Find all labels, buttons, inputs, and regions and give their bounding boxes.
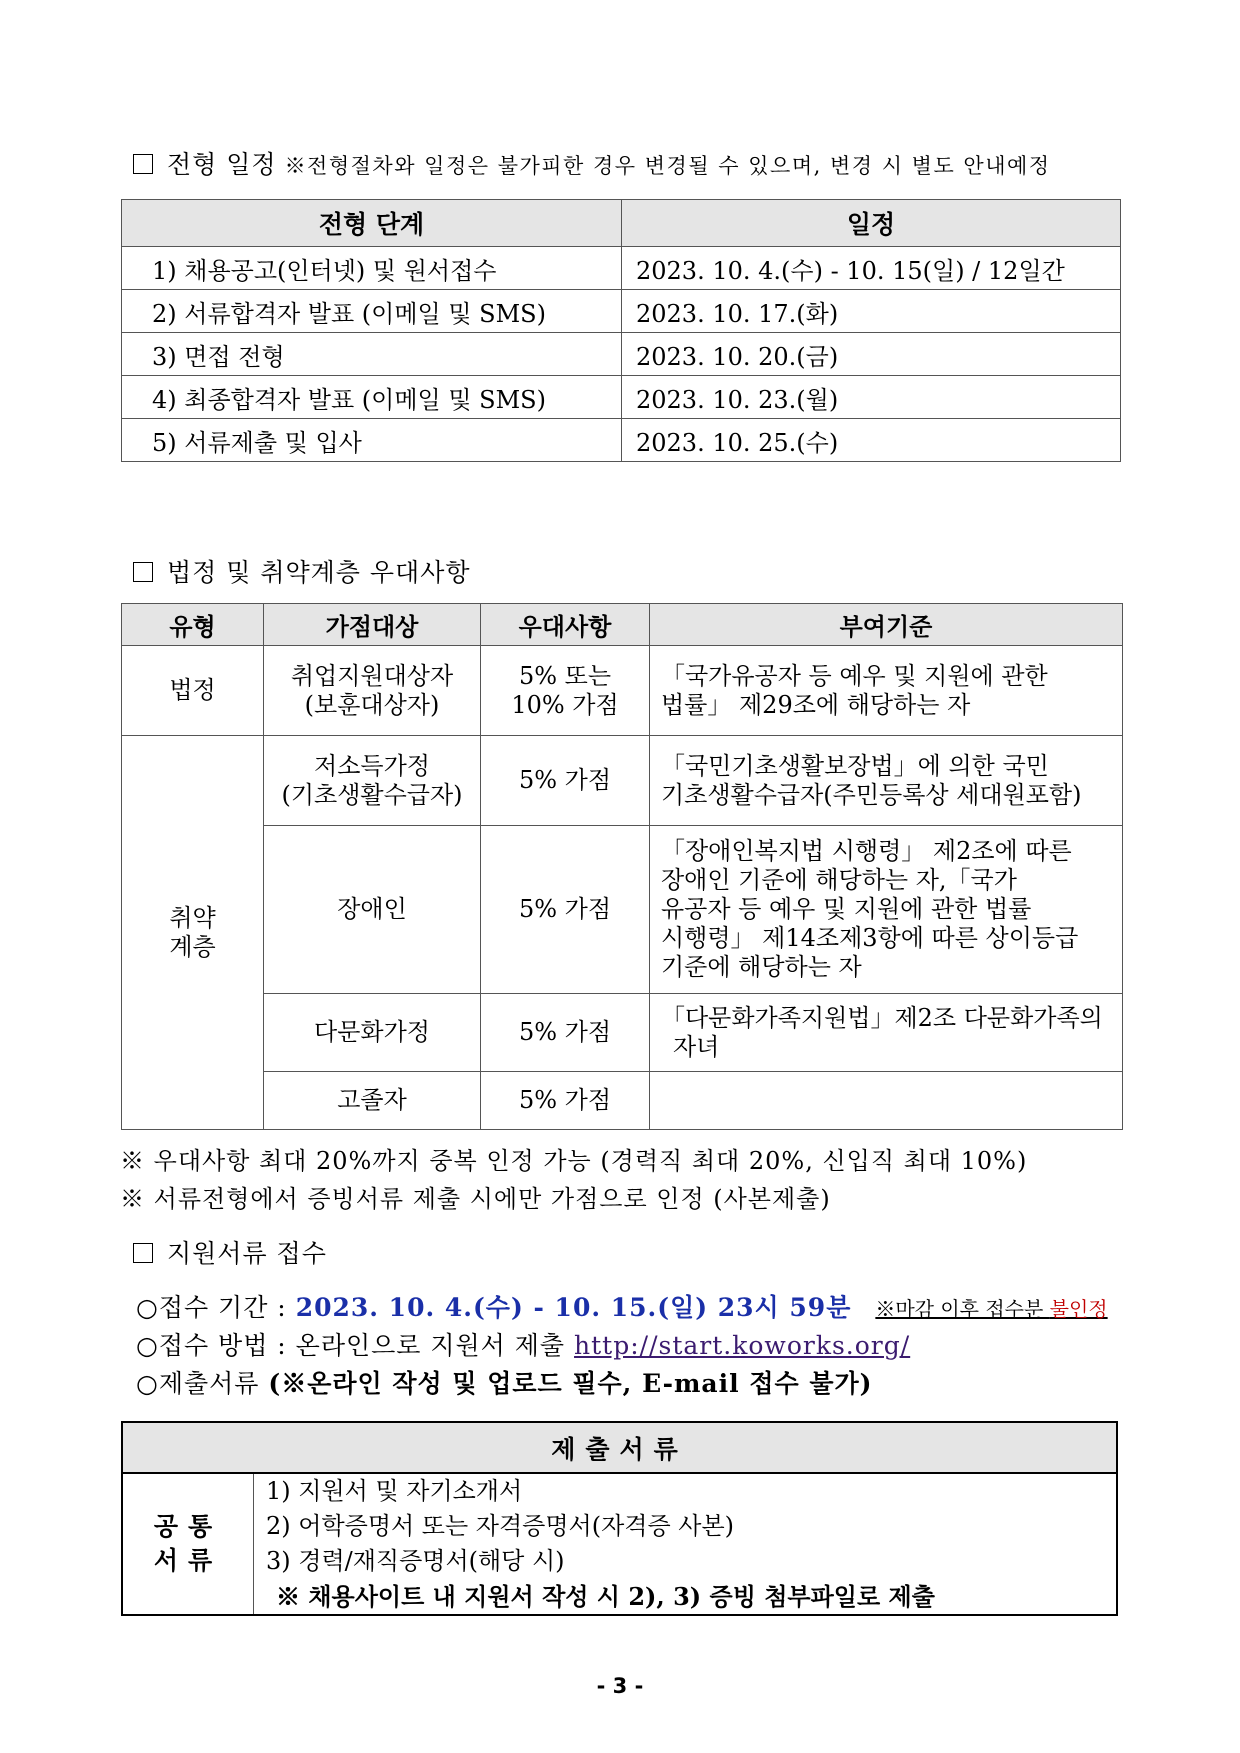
benefit-target-line: 저소득가정 bbox=[314, 751, 430, 780]
schedule-date: 2023. 10. 25.(수) bbox=[622, 419, 1121, 462]
benefit-criteria bbox=[650, 1072, 1123, 1130]
benefits-header-target: 가점대상 bbox=[264, 604, 481, 646]
benefit-value-line: 10% 가점 bbox=[511, 690, 619, 719]
schedule-step: 5) 서류제출 및 입사 bbox=[122, 419, 622, 462]
table-row bbox=[122, 646, 1123, 736]
period-label: ○접수 기간 : bbox=[136, 1293, 296, 1322]
criteria-line: 자녀 bbox=[673, 1032, 720, 1061]
schedule-step: 2) 서류합격자 발표 (이메일 및 SMS) bbox=[122, 290, 622, 333]
benefits-header-type: 유형 bbox=[122, 604, 264, 646]
method-label: ○접수 방법 : 온라인으로 지원서 제출 bbox=[136, 1331, 575, 1360]
criteria-line: 「다문화가족지원법」제2조 다문화가족의 bbox=[661, 1003, 1103, 1032]
benefit-type-line: 계층 bbox=[169, 932, 216, 961]
schedule-step: 4) 최종합격자 발표 (이메일 및 SMS) bbox=[122, 376, 622, 419]
application-heading-text: 지원서류 접수 bbox=[167, 1239, 327, 1268]
benefit-value-line: 5% 또는 bbox=[518, 661, 612, 690]
criteria-line: 「국민기초생활보장법」에 의한 국민 bbox=[661, 751, 1049, 780]
documents-header: 제출서류 bbox=[122, 1422, 1117, 1473]
documents-category bbox=[122, 1473, 254, 1615]
period-note bbox=[875, 1297, 1107, 1321]
benefit-criteria bbox=[650, 826, 1123, 994]
application-period-line bbox=[136, 1288, 1108, 1324]
schedule-date: 2023. 10. 17.(화) bbox=[622, 290, 1121, 333]
application-method-line bbox=[136, 1326, 910, 1362]
checkbox-square-icon bbox=[133, 562, 153, 582]
benefit-target bbox=[264, 736, 481, 826]
criteria-line: 기초생활수급자(주민등록상 세대원포함) bbox=[661, 780, 1082, 809]
benefit-value bbox=[481, 646, 650, 736]
schedule-heading-text: 전형 일정 bbox=[167, 150, 277, 179]
documents-category-line: 서류 bbox=[153, 1546, 223, 1575]
schedule-note: ※전형절차와 일정은 불가피한 경우 변경될 수 있으며, 변경 시 별도 안내예정 bbox=[284, 154, 1051, 178]
benefit-target: 다문화가정 bbox=[264, 994, 481, 1072]
schedule-date: 2023. 10. 23.(월) bbox=[622, 376, 1121, 419]
benefit-type-line: 취약 bbox=[169, 903, 216, 932]
benefits-header-criteria: 부여기준 bbox=[650, 604, 1123, 646]
benefit-target bbox=[264, 646, 481, 736]
documents-note: ※ 채용사이트 내 지원서 작성 시 2), 3) 증빙 첨부파일로 제출 bbox=[276, 1582, 935, 1611]
benefit-target-line: (기초생활수급자) bbox=[281, 780, 463, 809]
period-note-prefix: ※마감 이후 접수분 bbox=[875, 1297, 1050, 1321]
benefits-note: ※ 우대사항 최대 20%까지 중복 인정 가능 (경력직 최대 20%, 신입직 최대 10%) bbox=[120, 1147, 1028, 1175]
criteria-line: 기준에 해당하는 자 bbox=[661, 953, 862, 981]
documents-items bbox=[254, 1473, 1118, 1615]
benefit-criteria bbox=[650, 736, 1123, 826]
checkbox-square-icon bbox=[133, 1243, 153, 1263]
benefit-type-legal: 법정 bbox=[122, 646, 264, 736]
benefits-table bbox=[121, 603, 1123, 1130]
schedule-date: 2023. 10. 4.(수) - 10. 15(일) / 12일간 bbox=[622, 247, 1121, 290]
benefit-criteria bbox=[650, 994, 1123, 1072]
schedule-date: 2023. 10. 20.(금) bbox=[622, 333, 1121, 376]
criteria-line: 「국가유공자 등 예우 및 지원에 관한 bbox=[661, 661, 1048, 690]
list-item: 1) 지원서 및 자기소개서 bbox=[266, 1477, 523, 1505]
period-value: 2023. 10. 4.(수) - 10. 15.(일) 23시 59분 bbox=[295, 1293, 852, 1322]
table-row bbox=[122, 826, 1123, 994]
benefit-target-line: 취업지원대상자 bbox=[290, 661, 454, 690]
table-row bbox=[122, 1072, 1123, 1130]
benefits-section-heading bbox=[133, 553, 471, 589]
application-section-heading bbox=[133, 1234, 327, 1270]
schedule-table bbox=[121, 199, 1121, 462]
benefit-target: 고졸자 bbox=[264, 1072, 481, 1130]
criteria-line: 유공자 등 예우 및 지원에 관한 법률 bbox=[661, 895, 1032, 923]
checkbox-square-icon bbox=[133, 154, 153, 174]
application-url-link[interactable]: http://start.koworks.org/ bbox=[574, 1331, 911, 1360]
documents-table bbox=[121, 1421, 1118, 1616]
table-row bbox=[122, 419, 1121, 462]
benefit-target-line: (보훈대상자) bbox=[304, 690, 440, 719]
table-row bbox=[122, 1473, 1117, 1615]
docs-label: ○제출서류 bbox=[136, 1369, 269, 1398]
schedule-step: 3) 면접 전형 bbox=[122, 333, 622, 376]
benefit-target: 장애인 bbox=[264, 826, 481, 994]
benefit-value: 5% 가점 bbox=[481, 994, 650, 1072]
table-row bbox=[122, 376, 1121, 419]
table-row bbox=[122, 290, 1121, 333]
table-row bbox=[122, 247, 1121, 290]
benefit-value: 5% 가점 bbox=[481, 1072, 650, 1130]
benefit-value: 5% 가점 bbox=[481, 736, 650, 826]
application-docs-line bbox=[136, 1364, 872, 1400]
criteria-line: 「장애인복지법 시행령」 제2조에 따른 bbox=[661, 837, 1072, 865]
schedule-header-date: 일정 bbox=[622, 200, 1121, 247]
table-row bbox=[122, 736, 1123, 826]
benefit-criteria bbox=[650, 646, 1123, 736]
list-item: 2) 어학증명서 또는 자격증명서(자격증 사본) bbox=[266, 1512, 735, 1540]
table-row bbox=[122, 994, 1123, 1072]
criteria-line: 법률」 제29조에 해당하는 자 bbox=[661, 690, 971, 719]
page-number: - 3 - bbox=[596, 1674, 644, 1698]
documents-category-line: 공통 bbox=[153, 1512, 223, 1541]
period-note-emphasis: 불인정 bbox=[1049, 1297, 1108, 1321]
docs-note: (※온라인 작성 및 업로드 필수, E-mail 접수 불가) bbox=[268, 1369, 873, 1398]
benefit-type-vulnerable bbox=[122, 736, 264, 1130]
schedule-header-step: 전형 단계 bbox=[122, 200, 622, 247]
table-row bbox=[122, 333, 1121, 376]
list-item: 3) 경력/재직증명서(해당 시) bbox=[266, 1547, 565, 1575]
benefits-header-benefit: 우대사항 bbox=[481, 604, 650, 646]
criteria-line: 장애인 기준에 해당하는 자,「국가 bbox=[661, 866, 1017, 894]
benefit-value: 5% 가점 bbox=[481, 826, 650, 994]
schedule-step: 1) 채용공고(인터넷) 및 원서접수 bbox=[122, 247, 622, 290]
benefits-note: ※ 서류전형에서 증빙서류 제출 시에만 가점으로 인정 (사본제출) bbox=[120, 1185, 831, 1213]
schedule-section-heading bbox=[133, 145, 1051, 181]
benefits-heading-text: 법정 및 취약계층 우대사항 bbox=[167, 558, 471, 587]
criteria-line: 시행령」 제14조제3항에 따른 상이등급 bbox=[661, 924, 1079, 952]
